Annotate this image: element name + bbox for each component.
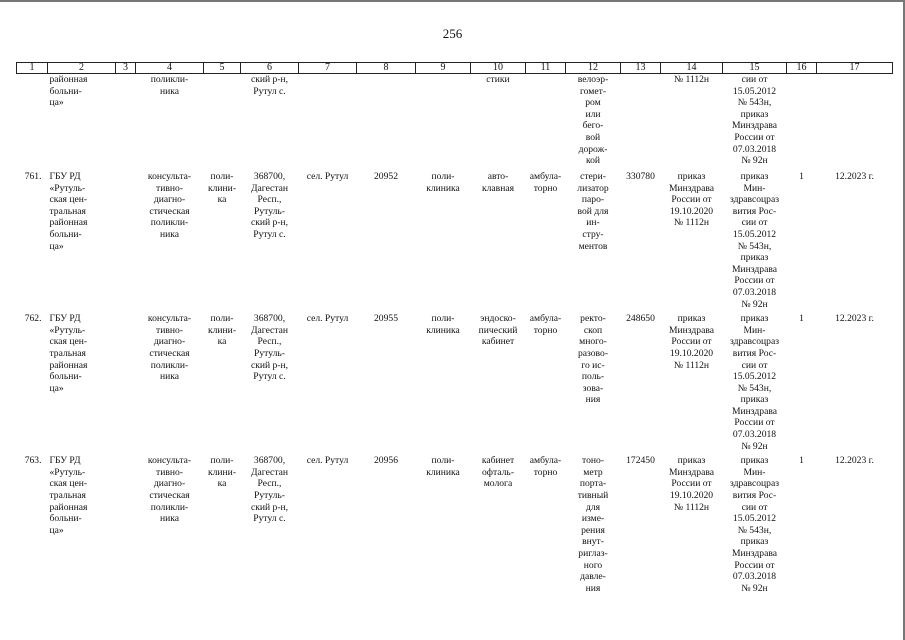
column-header: 9 bbox=[416, 63, 471, 74]
quantity-cell: 1 bbox=[799, 313, 804, 325]
column-header: 5 bbox=[204, 63, 241, 74]
table-cell bbox=[526, 74, 566, 169]
page-number: 256 bbox=[442, 26, 463, 41]
address-cell: 368700, Дагестан Респ., Рутуль- ский р-н, Рутул с. bbox=[250, 171, 289, 240]
column-header: 14 bbox=[661, 63, 723, 74]
table-cell: приказ Мин- здравсоцраз вития Рос- сии от 15.05.2012 № 543н, приказ Минздрава России от 07.03.2018 № 92н bbox=[729, 455, 780, 594]
column-header: 8 bbox=[357, 63, 416, 74]
column-header: 17 bbox=[817, 63, 893, 74]
table-cell: приказ Минздрава России от 19.10.2020 № 1112н bbox=[668, 171, 714, 229]
table-cell: консульта- тивно- диагно- стическая поликли- ника bbox=[147, 313, 192, 383]
column-header: 12 bbox=[566, 63, 621, 74]
column-header: 4 bbox=[136, 63, 204, 74]
date-cell: 12.2023 г. bbox=[835, 313, 874, 325]
column-header: 16 bbox=[787, 63, 817, 74]
scan-edge-top bbox=[0, 0, 905, 2]
table-row bbox=[17, 310, 893, 452]
table-cell bbox=[116, 74, 136, 169]
table-cell bbox=[116, 310, 136, 452]
table-cell: сел. Рутул bbox=[306, 313, 349, 325]
table-cell: сии от 15.05.2012 № 543н, приказ Минздрава России от 07.03.2018 № 92н bbox=[731, 74, 777, 167]
table-cell: консульта- тивно- диагно- стическая поликли- ника bbox=[147, 455, 192, 525]
table-cell: консульта- тивно- диагно- стическая поликли- ника bbox=[147, 171, 192, 240]
table-cell: ский р-н, Рутул с. bbox=[250, 74, 289, 97]
table-cell: приказ Мин- здравсоцраз вития Рос- сии от 15.05.2012 № 543н, приказ Минздрава России от 07.03.2018 № 92н bbox=[729, 313, 780, 452]
table-cell: 20955 bbox=[374, 313, 398, 325]
table-cell bbox=[116, 452, 136, 615]
table-cell bbox=[357, 74, 416, 169]
table-cell: амбула- торно bbox=[529, 455, 562, 478]
table-cell: приказ Мин- здравсоцраз вития Рос- сии от 15.05.2012 № 543н, приказ Минздрава России от 07.03.2018 № 92н bbox=[729, 171, 780, 310]
organization-cell: ГБУ РД «Рутуль- ская цен- тральная районная больни- ца» bbox=[49, 455, 88, 536]
row-number: 761. bbox=[24, 171, 42, 182]
register-table bbox=[16, 62, 893, 615]
column-header: 2 bbox=[48, 63, 116, 74]
table-cell: поли- клини- ка bbox=[207, 313, 237, 348]
table-cell: 20956 bbox=[374, 455, 398, 467]
column-header: 3 bbox=[116, 63, 136, 74]
table-row bbox=[17, 168, 893, 310]
table-cell bbox=[204, 74, 241, 169]
table-cell bbox=[116, 168, 136, 310]
table-cell bbox=[787, 74, 817, 169]
table-cell: велоэр- гомет- ром или бего- вой дорож- кой bbox=[577, 74, 609, 167]
table-cell: поли- клини- ка bbox=[207, 455, 237, 490]
table-cell: поли- клиника bbox=[426, 171, 460, 194]
column-header: 7 bbox=[299, 63, 357, 74]
table-cell: кабинет офталь- молога bbox=[481, 455, 515, 490]
column-header: 6 bbox=[241, 63, 299, 74]
quantity-cell: 1 bbox=[799, 171, 804, 182]
table-cell: сел. Рутул bbox=[306, 455, 349, 467]
row-number: 763. bbox=[24, 455, 42, 467]
table-cell bbox=[17, 74, 48, 169]
table-cell: поли- клиника bbox=[426, 313, 460, 336]
table-cell bbox=[299, 74, 357, 169]
table-cell: амбула- торно bbox=[529, 171, 562, 194]
table-cell: эндоско- пический кабинет bbox=[478, 313, 518, 348]
column-header: 15 bbox=[723, 63, 787, 74]
table-cell bbox=[416, 74, 471, 169]
table-row bbox=[17, 452, 893, 615]
table-cell: районная больни- ца» bbox=[49, 74, 88, 109]
column-header: 13 bbox=[621, 63, 661, 74]
quantity-cell: 1 bbox=[799, 455, 804, 467]
column-header: 11 bbox=[526, 63, 566, 74]
table-cell: поли- клиника bbox=[426, 455, 460, 478]
column-header: 1 bbox=[17, 63, 48, 74]
organization-cell: ГБУ РД «Рутуль- ская цен- тральная районная больни- ца» bbox=[49, 171, 88, 252]
table-cell: поли- клини- ка bbox=[207, 171, 237, 206]
price-cell: 330780 bbox=[626, 171, 655, 182]
date-cell: 12.2023 г. bbox=[835, 455, 874, 467]
table-cell: авто- клавная bbox=[481, 171, 515, 194]
table-cell: стики bbox=[486, 74, 510, 85]
table-cell: приказ Минздрава России от 19.10.2020 № 1112н bbox=[668, 455, 714, 513]
table-cell: № 1112н bbox=[673, 74, 710, 85]
column-header-row bbox=[17, 63, 893, 74]
equipment-cell: ректо- скоп много- разово- го ис- поль- зова- ния bbox=[577, 313, 609, 406]
equipment-cell: стери- лизатор паро- вой для ин- стру- ментов bbox=[577, 171, 609, 252]
equipment-cell: тоно- метр порта- тивный для изме- рения внут- риглаз- ного давле- ния bbox=[577, 455, 609, 594]
row-number: 762. bbox=[24, 313, 42, 325]
organization-cell: ГБУ РД «Рутуль- ская цен- тральная районная больни- ца» bbox=[49, 313, 88, 394]
table-cell: приказ Минздрава России от 19.10.2020 № 1112н bbox=[668, 313, 714, 371]
price-cell: 248650 bbox=[626, 313, 655, 325]
table-cell: сел. Рутул bbox=[306, 171, 349, 182]
price-cell: 172450 bbox=[626, 455, 655, 467]
table-cell bbox=[621, 74, 661, 169]
continuation-row bbox=[17, 74, 893, 169]
address-cell: 368700, Дагестан Респ., Рутуль- ский р-н, Рутул с. bbox=[250, 313, 289, 383]
table-cell: амбула- торно bbox=[529, 313, 562, 336]
column-header: 10 bbox=[471, 63, 526, 74]
table-cell: 20952 bbox=[374, 171, 398, 182]
table-cell: поликли- ника bbox=[150, 74, 189, 97]
date-cell: 12.2023 г. bbox=[835, 171, 874, 182]
address-cell: 368700, Дагестан Респ., Рутуль- ский р-н, Рутул с. bbox=[250, 455, 289, 525]
table-cell bbox=[817, 74, 893, 169]
